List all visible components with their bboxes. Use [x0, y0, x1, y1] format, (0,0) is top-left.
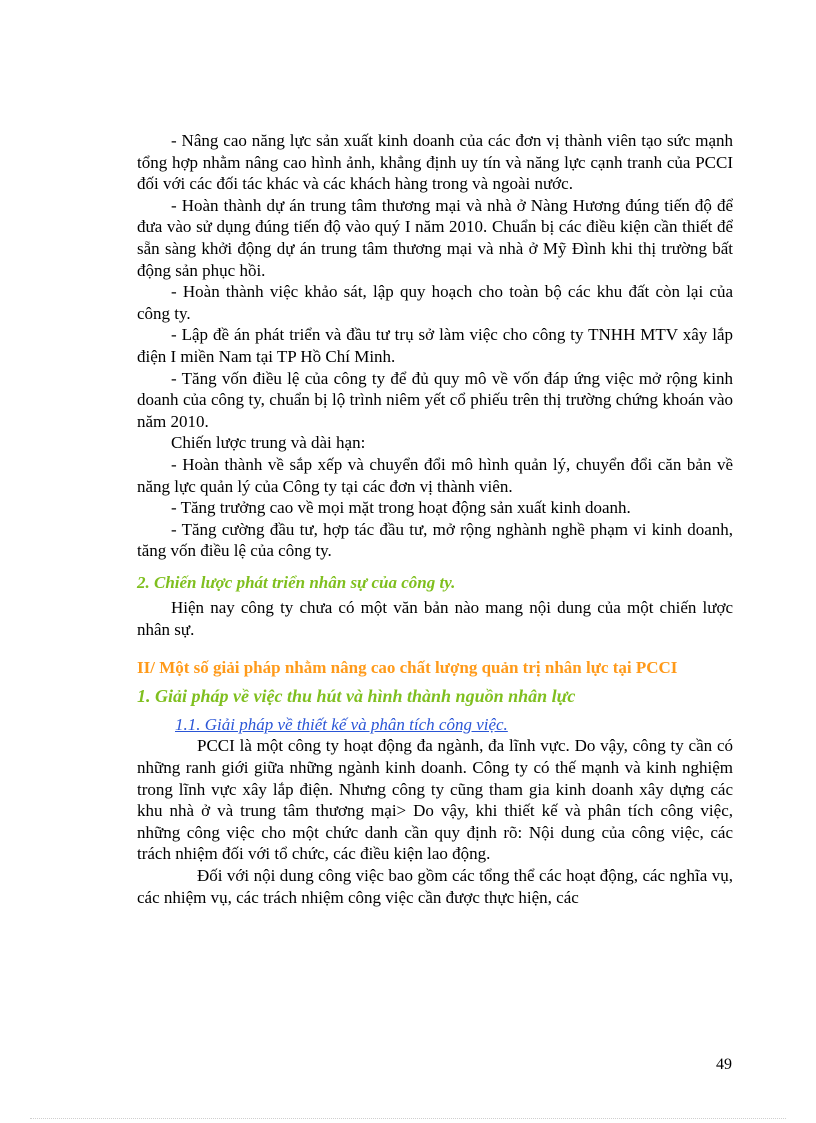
footer-divider: [30, 1118, 786, 1119]
heading-section-solutions: II/ Một số giải pháp nhằm nâng cao chất lượng quản trị nhân lực tại PCCI: [137, 657, 678, 677]
paragraph-job-design: PCCI là một công ty hoạt động đa ngành, đa lĩnh vực. Do vậy, công ty cần có những ranh giới giữa những ngành kinh doanh. Công ty có thế mạnh và kinh nghiệm trong lĩnh vực xây lắp điện. Nhưng công ty cũng tham gia kinh doanh xây dựng các khu nhà ở và trung tâm thương mại> Do vậy, khi thiết kế và phân tích công việc, những công việc cho một chức danh cần quy định rõ: Nội dung của công việc, các trách nhiệm đối với tổ chức, các điều kiện lao động.: [137, 736, 733, 864]
paragraph-goal-survey: - Hoàn thành việc khảo sát, lập quy hoạch cho toàn bộ các khu đất còn lại của công ty.: [137, 282, 733, 323]
paragraph-long-term-investment: - Tăng cường đầu tư, hợp tác đầu tư, mở rộng nghành nghề phạm vi kinh doanh, tăng vốn điều lệ của công ty.: [137, 519, 733, 561]
paragraph-goal-headquarters: - Lập đề án phát triển và đầu tư trụ sở làm việc cho công ty TNHH MTV xây lắp điện I miền Nam tại TP Hồ Chí Minh.: [137, 325, 733, 366]
paragraph-long-term-label: Chiến lược trung và dài hạn:: [171, 433, 366, 453]
page-content: [137, 130, 733, 908]
paragraph-goal-nang-huong: - Hoàn thành dự án trung tâm thương mại và nhà ở Nàng Hương đúng tiến độ để đưa vào sử dụng đúng tiến độ vào quý I năm 2010. Chuẩn bị các điều kiện cần thiết để sẵn sàng khởi động dự án trung tâm thương mại và nhà ở Mỹ Đình khi thị trường bất động sản phục hồi.: [137, 195, 733, 280]
heading-hr-strategy: 2. Chiến lược phát triển nhân sự của công ty.: [137, 572, 456, 592]
paragraph-long-term-restructure: - Hoàn thành về sắp xếp và chuyển đổi mô hình quản lý, chuyển đổi căn bản về năng lực quản lý của Công ty tại các đơn vị thành viên.: [137, 454, 733, 496]
paragraph-long-term-growth: - Tăng trưởng cao về mọi mặt trong hoạt động sản xuất kinh doanh.: [171, 498, 631, 518]
paragraph-goal-capital: - Tăng vốn điều lệ của công ty để đủ quy mô về vốn đáp ứng việc mở rộng kinh doanh của công ty, chuẩn bị lộ trình niêm yết cổ phiếu trên thị trường chứng khoán vào năm 2010.: [137, 368, 733, 431]
page-number: 49: [716, 1056, 732, 1073]
paragraph-job-content: Đối với nội dung công việc bao gồm các tổng thể các hoạt động, các nghĩa vụ, các nhiệm vụ, các trách nhiệm công việc cần được thực hiện, các: [137, 866, 733, 907]
subheading-job-design-link[interactable]: 1.1. Giải pháp về thiết kế và phân tích công việc.: [175, 714, 508, 734]
heading-solution-recruitment: 1. Giải pháp về việc thu hút và hình thành nguồn nhân lực: [137, 686, 576, 707]
paragraph-goal-capacity: - Nâng cao năng lực sản xuất kinh doanh của các đơn vị thành viên tạo sức mạnh tổng hợp nhằm nâng cao hình ảnh, khẳng định uy tín và năng lực cạnh tranh của PCCI đối với các đối tác khác và các khách hàng trong và ngoài nước.: [137, 131, 733, 194]
paragraph-hr-strategy: Hiện nay công ty chưa có một văn bản nào mang nội dung của một chiến lược nhân sự.: [137, 598, 733, 640]
